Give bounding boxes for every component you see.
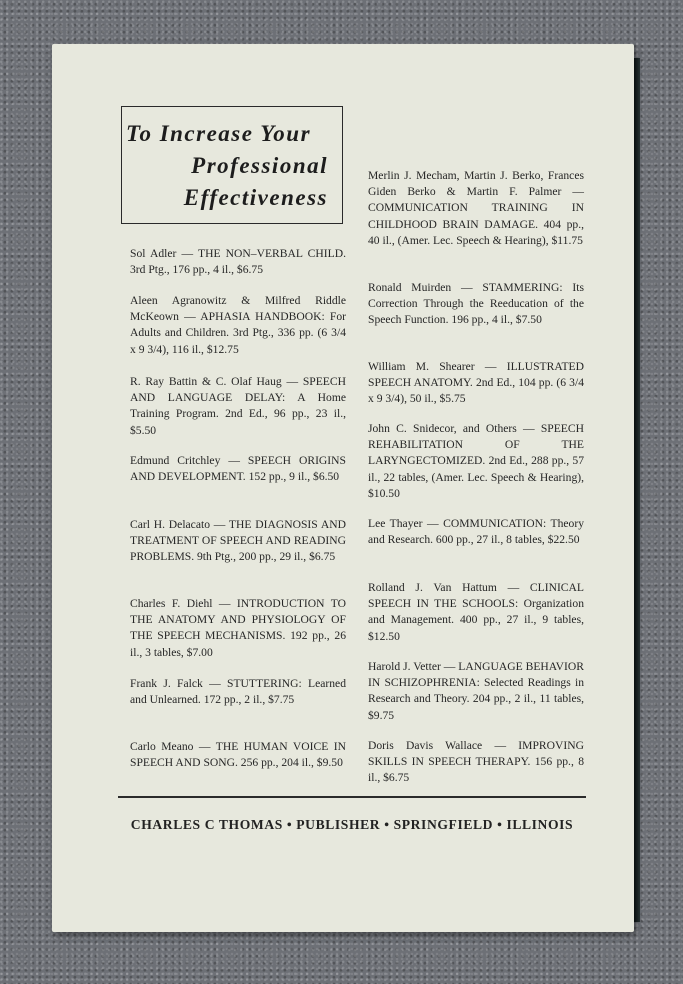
title-box (121, 106, 343, 224)
book-listing: Lee Thayer — COMMUNICATION: Theory and Research. 600 pp., 27 il., 8 tables, $22.50 (368, 517, 584, 547)
book-listing: Aleen Agranowitz & Milfred Riddle McKeown — APHASIA HANDBOOK: For Adults and Children. 3rd Ptg., 336 pp. (6 3/4 x 9 3/4), 116 il., $12.75 (130, 294, 346, 356)
book-listing: Carl H. Delacato — THE DIAGNOSIS AND TREATMENT OF SPEECH AND READING PROBLEMS. 9th Ptg., 200 pp., 29 il., $6.75 (130, 518, 346, 564)
book-listing: Charles F. Diehl — INTRODUCTION TO THE ANATOMY AND PHYSIOLOGY OF THE SPEECH MECHANISMS. 192 pp., 26 il., 3 tables, $7.00 (130, 597, 346, 659)
publisher-line: CHARLES C THOMAS • PUBLISHER • SPRINGFIELD • ILLINOIS (130, 817, 574, 832)
book-listing: John C. Snidecor, and Others — SPEECH REHABILITATION OF THE LARYNGECTOMIZED. 2nd Ed., 288 pp., 57 il., 22 tables, (Amer. Lec. Speech & Hearing), $10.50 (368, 422, 584, 500)
title-line-3: Effectiveness (183, 185, 328, 210)
book-listing: Rolland J. Van Hattum — CLINICAL SPEECH IN THE SCHOOLS: Organization and Management. 400 pp., 27 il., 9 tables, $12.50 (368, 581, 584, 643)
book-listing: Ronald Muirden — STAMMERING: Its Correction Through the Reeducation of the Speech Function. 196 pp., 4 il., $7.50 (368, 281, 584, 327)
book-listing: R. Ray Battin & C. Olaf Haug — SPEECH AND LANGUAGE DELAY: A Home Training Program. 2nd Ed., 96 pp., 23 il., $5.50 (130, 375, 346, 437)
book-back-cover (52, 44, 634, 932)
book-listing: William M. Shearer — ILLUSTRATED SPEECH ANATOMY. 2nd Ed., 104 pp. (6 3/4 x 9 3/4), 50 il., $5.75 (368, 360, 584, 406)
book-listing: Harold J. Vetter — LANGUAGE BEHAVIOR IN SCHIZOPHRENIA: Selected Readings in Research and Theory. 204 pp., 2 il., 11 tables, $9.75 (368, 660, 584, 722)
book-listing: Sol Adler — THE NON–VERBAL CHILD. 3rd Ptg., 176 pp., 4 il., $6.75 (130, 247, 346, 277)
book-listing: Edmund Critchley — SPEECH ORIGINS AND DEVELOPMENT. 152 pp., 9 il., $6.50 (130, 454, 346, 484)
title-line-2: Professional (191, 153, 328, 178)
title-line-1: To Increase Your (126, 121, 312, 146)
book-listing: Carlo Meano — THE HUMAN VOICE IN SPEECH AND SONG. 256 pp., 204 il., $9.50 (130, 740, 346, 770)
book-listing: Doris Davis Wallace — IMPROVING SKILLS IN SPEECH THERAPY. 156 pp., 8 il., $6.75 (368, 739, 584, 785)
book-listing: Frank J. Falck — STUTTERING: Learned and Unlearned. 172 pp., 2 il., $7.75 (130, 677, 346, 707)
book-listing: Merlin J. Mecham, Martin J. Berko, Frances Giden Berko & Martin F. Palmer — COMMUNICATION TRAINING IN CHILDHOOD BRAIN DAMAGE. 404 pp., 40 il., (Amer. Lec. Speech & Hearing), $11.75 (368, 169, 584, 247)
footer-rule (118, 796, 586, 798)
